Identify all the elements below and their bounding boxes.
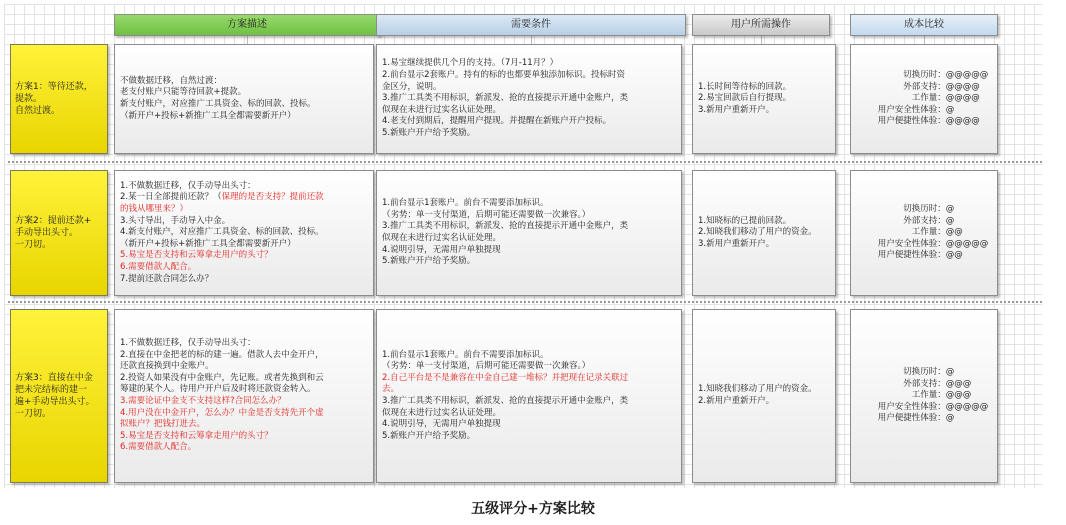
user-operations (692, 309, 836, 483)
cost-item-rating: @@@ (945, 378, 972, 389)
cost-item-rating: @@@@@ (945, 238, 989, 249)
required-conditions-line: 1.易宝继续提供几个月的支持。（7月-11月？） (382, 58, 559, 69)
cost-item-rating: @ (945, 413, 955, 424)
user-operations-line: 2.新用户重新开户。 (698, 396, 775, 406)
cost-item-key: 工作量： (911, 93, 946, 104)
plan-label-text (15, 372, 95, 420)
plan-description-segment: 保理的是否支持？提前还款 (221, 192, 324, 203)
user-operations-line: 1.长时间等待标的回款。 (698, 81, 792, 92)
plan-description-line: 2.投资人如果没有中金账户，先记账。或者先换到和云 (120, 372, 324, 383)
plan-description-line: 的钱从哪里来？） (120, 204, 189, 215)
cost-item-key: 工作量： (911, 227, 946, 238)
plan-description-line: 3.需要论证中金支不支持这样?合同怎么办？ (120, 396, 286, 406)
cost-item-rating: @@@@ (945, 93, 980, 104)
cost-item (860, 216, 989, 228)
plan-label-line: 把未完结标的建一 (15, 385, 88, 395)
cost-item (860, 82, 989, 94)
plan-label-line: 自然过渡。 (15, 106, 61, 116)
plan-description-line: 1.不做数据迁移，仅手动导出头寸： (120, 180, 256, 191)
plan-label-line: 方案2：提前还款+ (15, 216, 92, 226)
cost-item-rating: @@@@ (945, 81, 980, 92)
required-conditions-line: 金区分，说明。 (382, 81, 442, 92)
cost-item (860, 105, 989, 117)
cost-item-rating: @@@@@ (945, 70, 989, 81)
plan-label (10, 170, 108, 296)
cost-item-rating: @@@@@ (945, 401, 989, 412)
header-desc: 方案描述 (114, 14, 380, 36)
required-conditions-line: 5.新账户开户给予奖励。 (382, 256, 476, 267)
cost-item-key: 切换历时： (903, 204, 946, 215)
cost-comparison (850, 170, 998, 296)
cost-list (860, 70, 989, 128)
required-conditions-line: 1.前台显示1套账户。前台不需要添加标识。 (382, 198, 549, 209)
plan-description (114, 170, 374, 296)
plan-description-line: 5.易宝是否支持和云筹拿走用户的头寸？ (120, 430, 273, 441)
cost-item (860, 116, 989, 128)
plan-description (114, 44, 374, 154)
required-conditions-line: （劣势：单一支付渠道，后期可能还需要做一次兼容。） (382, 361, 591, 372)
plan-label-text (15, 215, 91, 251)
required-conditions-line: 似现在未进行过实名认证处理。 (382, 407, 502, 418)
plan-label-line: 方案1：等待还款， (15, 82, 93, 92)
cost-item-key: 用户便捷性体验： (877, 413, 946, 424)
plan-description-line: 老支付账户只能等待回款+提款。 (120, 87, 247, 98)
plan-description-line: 2.直接在中金把老的标的建一遍。借款人去中金开户， (120, 349, 324, 360)
cost-item-key: 用户便捷性体验： (877, 116, 946, 127)
cost-item-key: 外部支持： (903, 378, 946, 389)
figure-caption: 五级评分+方案比较 (471, 501, 595, 517)
cost-item-rating: @@@@ (945, 116, 980, 127)
plan-description-line: （新开户+投标+新推广工具全都需要新开户） (120, 238, 296, 249)
required-conditions-line: 4.说明引导，无需用户单独提现 (382, 419, 501, 430)
cost-item-key: 用户便捷性体验： (877, 250, 946, 261)
row-separator (8, 301, 1042, 303)
plan-label-line: 方案3：直接在中金 (15, 373, 93, 383)
cost-item-key: 外部支持： (903, 81, 946, 92)
user-operations-line: 1.知晓标的已提前回款。 (698, 215, 792, 226)
plan-label-line: 提款。 (15, 94, 43, 104)
cost-item-key: 用户安全性体验： (877, 238, 946, 249)
cost-comparison (850, 44, 998, 154)
cost-item (860, 390, 989, 402)
plan-description (114, 309, 374, 483)
plan-label-line: 一刀切。 (15, 240, 52, 250)
cost-list (860, 204, 989, 262)
cost-item (860, 227, 989, 239)
required-conditions (376, 44, 682, 154)
cost-item-key: 工作量： (911, 390, 946, 401)
plan-description-segment: 2.某一日全部提前还款？（ (120, 192, 222, 203)
cost-item (860, 250, 989, 262)
plan-label (10, 309, 108, 483)
required-conditions-line: 去。 (382, 384, 400, 395)
plan-description-line: 4.用户没在中金开户，怎么办？中金是否支持先开个虚 (120, 407, 324, 418)
plan-label (10, 44, 108, 154)
plan-description-line: 1.不做数据迁移，仅手动导出头寸： (120, 338, 256, 349)
user-operations-line: 3.新用户重新开户。 (698, 104, 775, 115)
cost-item-key: 用户安全性体验： (877, 401, 946, 412)
plan-description-line: 新支付账户，对应推广工具资金、标的回款、投标。 (120, 99, 316, 109)
diagram-canvas (4, 4, 1042, 488)
required-conditions-line: 似现在未进行过实名认证处理。 (382, 233, 502, 243)
user-operations-line: 3.新用户重新开户。 (698, 238, 775, 249)
cost-list (860, 367, 989, 425)
required-conditions-line: 3.推广工具类不用标识，新派发、抢的直接提示开通中金账户，类 (382, 221, 629, 232)
required-conditions-line: 5.新账户开户给予奖励。 (382, 430, 476, 441)
plan-description-line: 不做数据迁移，自然过渡： (120, 75, 223, 86)
cost-item-rating: @@@ (945, 390, 972, 401)
required-conditions-line: 2.前台显示2套账户。持有的标的也都要单独添加标识。投标时资 (382, 70, 626, 81)
cost-item (860, 70, 989, 82)
plan-description-line: 6.需要借款人配合。 (120, 261, 197, 272)
plan-description-line (120, 192, 368, 204)
plan-label-line: 遍+手动导出头寸。 (15, 397, 95, 407)
user-operations (692, 170, 836, 296)
required-conditions (376, 309, 682, 483)
cost-comparison (850, 309, 998, 483)
required-conditions-line: 3.推广工具类不用标识，新派发、抢的直接提示开通中金账户，类 (382, 93, 629, 104)
plan-description-line: 6.需要借款人配合。 (120, 442, 197, 453)
cost-item-rating: @ (945, 204, 955, 215)
cost-item (860, 402, 989, 414)
required-conditions-line: 2.自己平台是不是兼容在中金自己建一堆标？并把现在记录关联过 (382, 372, 629, 383)
cost-item-key: 用户安全性体验： (877, 104, 946, 115)
cost-item-rating: @ (945, 215, 955, 226)
header-cost: 成本比较 (850, 14, 998, 36)
cost-item-key: 切换历时： (903, 367, 946, 378)
cost-item (860, 239, 989, 251)
header-user-ops: 用户所需操作 (692, 14, 830, 36)
cost-item-rating: @@ (945, 250, 963, 261)
cost-item-rating: @@ (945, 227, 963, 238)
required-conditions-line: （劣势：单一支付渠道，后期可能还需要做一次兼容。） (382, 209, 591, 220)
user-operations-line: 2.易宝回款后自行提现。 (698, 93, 792, 104)
plan-label-line: 手动导出头寸。 (15, 228, 79, 238)
required-conditions-line: 4.说明引导，无需用户单独提现 (382, 244, 501, 255)
plan-label-text (15, 81, 93, 117)
cost-item-rating: @ (945, 367, 955, 378)
user-operations (692, 44, 836, 154)
header-conditions: 需要条件 (376, 14, 686, 36)
plan-description-line: 5.易宝是否支持和云筹拿走用户的头寸？ (120, 250, 273, 261)
plan-description-line: （新开户+投标+新推广工具全都需要新开户） (120, 110, 296, 121)
cost-item (860, 379, 989, 391)
cost-item (860, 204, 989, 216)
plan-description-line: 4.新支付账户，对应推广工具资金、标的回款、投标。 (120, 227, 324, 238)
required-conditions-line: 5.新账户开户给予奖励。 (382, 127, 476, 138)
plan-description-line: 3.头寸导出，手动导入中金。 (120, 215, 231, 226)
cost-item-rating: @ (945, 104, 955, 115)
plan-description-line: 7.提前还款合同怎么办？ (120, 273, 214, 284)
cost-item (860, 93, 989, 105)
cost-item-key: 外部支持： (903, 215, 946, 226)
plan-description-line: 拟账户？把钱打进去。 (120, 419, 206, 430)
plan-description-line: 筹建的某个人。待用户开户后及时将还款资金转入。 (120, 384, 316, 395)
required-conditions-line: 3.推广工具类不用标识，新派发、抢的直接提示开通中金账户，类 (382, 396, 629, 406)
user-operations-line: 2.知晓我们移动了用户的资金。 (698, 227, 817, 238)
row-separator (8, 161, 1042, 163)
cost-item (860, 367, 989, 379)
user-operations-line: 1.知晓我们移动了用户的资金。 (698, 384, 817, 395)
plan-description-line: 还款直接换到中金账户。 (120, 361, 214, 372)
required-conditions-line: 似现在未进行过实名认证处理。 (382, 104, 502, 115)
required-conditions-line: 1.前台显示1套账户。前台不需要添加标识。 (382, 349, 549, 360)
required-conditions-line: 4.老支付到期后，提醒用户提现。并提醒在新账户开户投标。 (382, 116, 612, 127)
required-conditions (376, 170, 682, 296)
cost-item (860, 413, 989, 425)
cost-item-key: 切换历时： (903, 70, 946, 81)
plan-label-line: 一刀切。 (15, 409, 52, 419)
